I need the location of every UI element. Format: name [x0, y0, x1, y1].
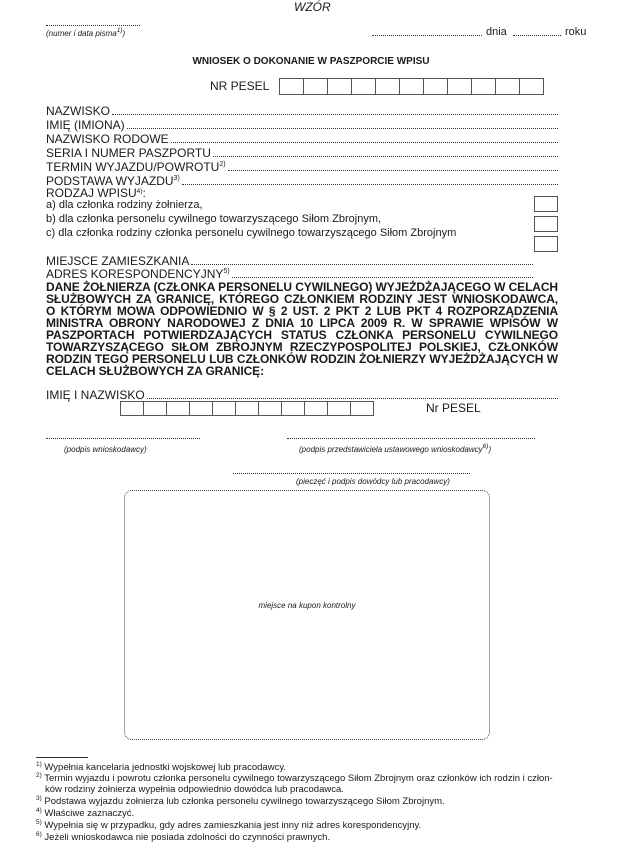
footnote-2: $^{2)}$ Termin wyjazdu i powrotu członka personelu cywilnego towarzyszącego Siłom Zbrojnym oraz członków ich rodzin i człon-: [36, 772, 553, 784]
pesel2-cell[interactable]: [281, 401, 305, 416]
checkbox-b[interactable]: [534, 216, 558, 232]
rodzaj-option-b: b) dla członka personelu cywilnego towarzyszącego Siłom Zbrojnym,: [46, 213, 382, 225]
pieczec-line[interactable]: [233, 465, 470, 474]
podpis-przedstawiciela-line[interactable]: [287, 430, 535, 439]
nr-pesel-label: Nr PESEL: [426, 401, 481, 415]
city-line[interactable]: [372, 25, 482, 36]
footnote-3: $^{3)}$ Podstawa wyjazdu żołnierza lub członka personelu cywilnego towarzyszącego Siłom Zbrojnym.: [36, 795, 445, 807]
roku-label: roku: [565, 26, 587, 38]
field-paszport[interactable]: SERIA I NUMER PASZPORTU: [46, 145, 558, 159]
day-line[interactable]: [513, 25, 561, 36]
pesel-cells[interactable]: [279, 78, 544, 95]
page-title: WNIOSEK O DOKONANIE W PASZPORCIE WPISU: [192, 56, 430, 67]
rodzaj-option-c: c) dla członka rodziny członka personelu cywilnego towarzyszącego Siłom Zbrojnym: [46, 227, 457, 239]
podpis-wnioskodawcy-caption: (podpis wnioskodawcy): [64, 445, 147, 454]
kupon-caption: miejsce na kupon kontrolny: [258, 601, 356, 610]
section-text: DANE ŻOŁNIERZA (CZŁONKA PERSONELU CYWILNEGO) WYJEŻDŻAJĄCEGO W CELACH SŁUŻBOWYCH ZA GRANICĘ, KTÓREGO CZŁONKIEM RODZINY JEST WNIOSKODAWCA, O KTÓRYM MOWA ODPOWIEDNIO W § 2 UST. 2 PKT 2 LUB PKT 4 ROZPORZĄDZENIA MINISTRA OBRONY NARODOWEJ Z DNIA 10 LIPCA 2009 R. W SPRAWIE WPISÓW W PASZPORTACH POTWIERDZAJĄCYCH STATUS CZŁONKA PERSONELU CYWILNEGO TOWARZYSZĄCEGO SIŁOM ZBROJNYM RZECZYPOSPOLITEJ POLSKIEJ, CZŁONKÓW RODZIN TEGO PERSONELU LUB CZŁONKÓW RODZIN ŻOŁNIERZY WYJEŻDŻAJĄCYCH W CELACH SŁUŻBOWYCH ZA GRANICĘ:: [46, 280, 558, 378]
pesel2-cells[interactable]: [120, 401, 374, 416]
footnote-4: $^{4)}$ Właściwe zaznaczyć.: [36, 807, 135, 819]
pesel2-cell[interactable]: [304, 401, 328, 416]
pesel2-cell[interactable]: [350, 401, 374, 416]
pieczec-caption: (pieczęć i podpis dowódcy lub pracodawcy): [296, 477, 450, 486]
dnia-label: dnia: [486, 26, 507, 38]
pesel-label: NR PESEL: [210, 79, 270, 93]
podpis-wnioskodawcy-line[interactable]: [46, 430, 200, 439]
pesel-cell[interactable]: [519, 78, 544, 95]
pesel2-cell[interactable]: [258, 401, 282, 416]
field-nazwisko[interactable]: NAZWISKO: [46, 103, 558, 117]
pesel-cell[interactable]: [351, 78, 376, 95]
footnote-2-cont: ków rodziny żołnierza wypełnia odpowiednio dowódca lub pracodawca.: [45, 784, 344, 795]
field-imie[interactable]: IMIĘ (IMIONA): [46, 117, 558, 131]
rodzaj-option-a: a) dla członka rodziny żołnierza,: [46, 199, 203, 211]
pesel-cell[interactable]: [399, 78, 424, 95]
field-miejsce[interactable]: MIEJSCE ZAMIESZKANIA: [46, 253, 533, 267]
podpis-przedstawiciela-caption: (podpis przedstawiciela ustawowego wnioskodawcy$^{6)}$): [299, 443, 492, 454]
pesel2-cell[interactable]: [166, 401, 190, 416]
checkbox-c[interactable]: [534, 236, 558, 252]
field-imie-nazwisko[interactable]: IMIĘ I NAZWISKO: [46, 387, 558, 401]
field-nazwisko-rodowe[interactable]: NAZWISKO RODOWE: [46, 131, 558, 145]
pesel-cell[interactable]: [447, 78, 472, 95]
pesel2-cell[interactable]: [327, 401, 351, 416]
number-date-line[interactable]: [46, 17, 140, 26]
pesel2-cell[interactable]: [189, 401, 213, 416]
pesel-cell[interactable]: [423, 78, 448, 95]
rodzaj-label: RODZAJ WPISU$^{4)}$:: [46, 186, 146, 200]
pesel2-cell[interactable]: [120, 401, 144, 416]
pesel-cell[interactable]: [327, 78, 352, 95]
pesel-cell[interactable]: [303, 78, 328, 95]
pesel-cell[interactable]: [279, 78, 304, 95]
footnote-6: $^{6)}$ Jeżeli wnioskodawca nie posiada zdolności do czynności prawnych.: [36, 831, 331, 843]
footnote-divider: [36, 757, 88, 758]
kupon-box: [124, 490, 490, 740]
footnote-1: $^{1)}$ Wypełnia kancelaria jednostki wojskowej lub pracodawcy.: [36, 761, 286, 773]
footnote-5: $^{5)}$ Wypełnia się w przypadku, gdy adres zamieszkania jest inny niż adres korespondencyjny.: [36, 819, 422, 831]
field-termin[interactable]: TERMIN WYJAZDU/POWROTU$^{2)}$: [46, 159, 558, 173]
pesel2-cell[interactable]: [143, 401, 167, 416]
pesel-cell[interactable]: [495, 78, 520, 95]
number-date-caption: (numer i data pisma$^{1)}$): [46, 27, 126, 38]
pesel2-cell[interactable]: [212, 401, 236, 416]
field-adres[interactable]: ADRES KORESPONDENCYJNY$^{5)}$: [46, 266, 533, 280]
pesel2-cell[interactable]: [235, 401, 259, 416]
wzor-label: WZÓR: [294, 0, 331, 14]
field-podstawa[interactable]: PODSTAWA WYJAZDU$^{3)}$: [46, 173, 558, 187]
checkbox-a[interactable]: [534, 196, 558, 212]
pesel-cell[interactable]: [375, 78, 400, 95]
pesel-cell[interactable]: [471, 78, 496, 95]
